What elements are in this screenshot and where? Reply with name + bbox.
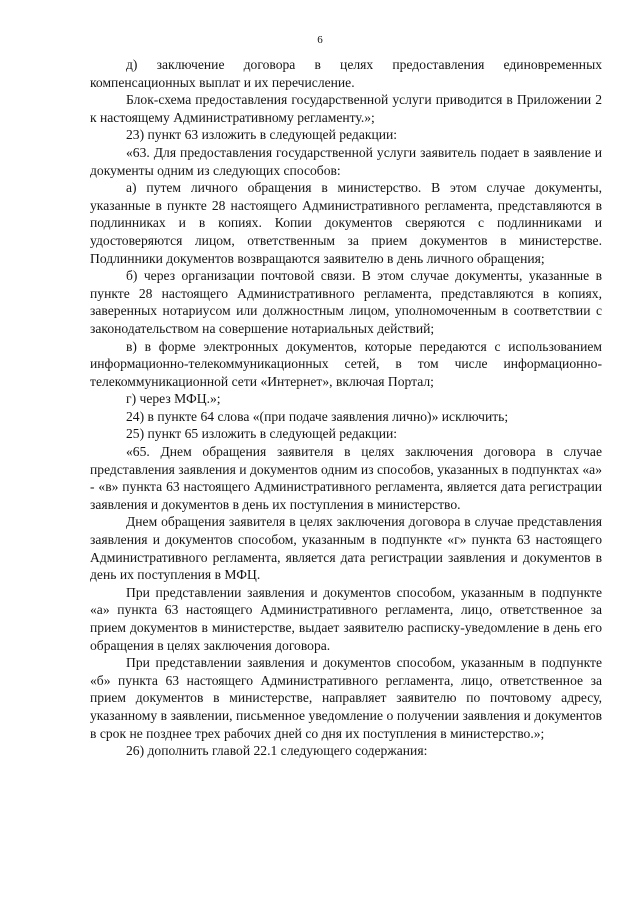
paragraph: в) в форме электронных документов, которые передаются с использованием информационно-телекоммуникационных сетей, в том числе информационно-телекоммуникационной сети «Интернет», включая Портал; xyxy=(90,338,602,389)
paragraph: При представлении заявления и документов способом, указанным в подпункте «б» пункта 63 настоящего Административного регламента, лицо, ответственное за прием документов в министерстве, направляет заявителю по почтовому адресу, указанному в заявлении, письменное уведомление о получении заявления и документов в срок не позднее трех рабочих дней со дня их поступления в министерство.»; xyxy=(90,655,602,741)
paragraph: Блок-схема предоставления государственной услуги приводится в Приложении 2 к настоящему Административному регламенту.»; xyxy=(90,92,602,125)
paragraph: 25) пункт 65 изложить в следующей редакции: xyxy=(126,426,398,442)
paragraph: При представлении заявления и документов способом, указанным в подпункте «а» пункта 63 настоящего Административного регламента, лицо, ответственное за прием документов в министерстве, выдает заявителю расписку-уведомление в день его обращения в целях заключения договора. xyxy=(90,584,602,653)
paragraph: б) через организации почтовой связи. В этом случае документы, указанные в пункте 28 настоящего Административного регламента, представляются в копиях, заверенных нотариусом или должностным лицом, уполномоченным в соответствии с законодательством на совершение нотариальных действий; xyxy=(90,268,602,336)
paragraph: «65. Днем обращения заявителя в целях заключения договора в случае представления заявления и документов одним из способов, указанных в подпунктах «а» - «в» пункта 63 настоящего Административного регламента, является дата регистрации заявления и документов в день их поступления в министерство. xyxy=(90,444,602,512)
paragraph: 26) дополнить главой 22.1 следующего содержания: xyxy=(126,743,428,759)
page-number: 6 xyxy=(317,34,323,46)
document-body xyxy=(90,56,602,760)
paragraph: 23) пункт 63 изложить в следующей редакции: xyxy=(126,127,398,143)
paragraph: 24) в пункте 64 слова «(при подаче заявления лично)» исключить; xyxy=(126,408,509,424)
paragraph: «63. Для предоставления государственной услуги заявитель подает в заявление и документы одним из следующих способов: xyxy=(90,144,602,178)
paragraph: д) заключение договора в целях предоставления единовременных компенсационных выплат и их перечисление. xyxy=(90,57,602,90)
paragraph: а) путем личного обращения в министерство. В этом случае документы, указанные в пункте 28 настоящего Административного регламента, представляются в подлинниках и в копиях. Копии документов сверяются с подлинниками и удостоверяются лицом, ответственным за прием документов в министерстве. Подлинники документов возвращаются заявителю в день личного обращения; xyxy=(90,180,602,266)
paragraph: Днем обращения заявителя в целях заключения договора в случае представления заявления и документов способом, указанным в подпункте «г» пункта 63 настоящего Административного регламента, является дата регистрации заявления и документов в день их поступления в МФЦ. xyxy=(90,514,602,583)
paragraph: г) через МФЦ.»; xyxy=(126,391,221,407)
